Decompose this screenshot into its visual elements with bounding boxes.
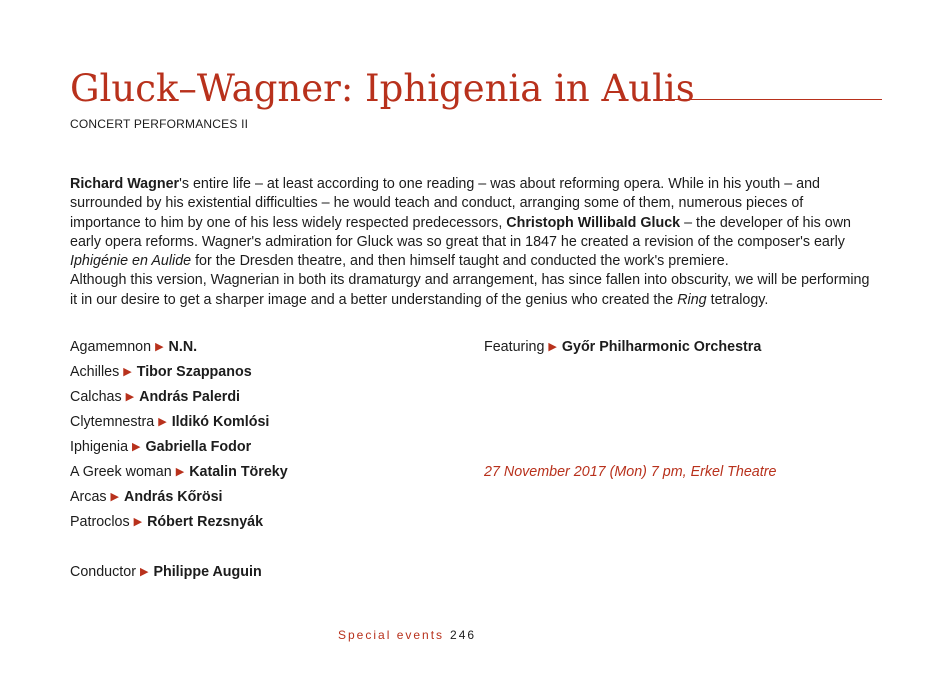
featuring-label: Featuring: [484, 339, 545, 355]
cast-name: András Palerdi: [139, 389, 241, 405]
cast-role: A Greek woman: [70, 464, 172, 480]
work-title-ring: Ring: [677, 291, 707, 308]
conductor-name: Philippe Auguin: [153, 564, 262, 580]
cast-row: [70, 337, 470, 362]
cast-row: [70, 462, 470, 487]
cast-role: Patroclos: [70, 514, 130, 530]
page-footer: [338, 627, 476, 643]
cast-role: Achilles: [70, 364, 120, 380]
page-subtitle: CONCERT PERFORMANCES II: [70, 117, 249, 131]
cast-row: [70, 412, 470, 437]
cast-role: Iphigenia: [70, 439, 129, 455]
cast-role: Arcas: [70, 489, 107, 505]
intro-text-part: 's entire life – at least according to one reading – was about reforming opera. While in his youth – and surrounded by his existential difficulties – he would teach and conduct, arranging some of them, numerous pieces of importance to him by one of his less widely respected predecessors,: [70, 176, 821, 231]
play-arrow-icon: ▶: [132, 441, 141, 453]
composer-name-gluck: Christoph Willibald Gluck: [506, 214, 681, 231]
intro-text: [70, 175, 870, 310]
cast-name: Tibor Szappanos: [136, 364, 252, 380]
cast-row: [70, 487, 470, 512]
intro-text-part: Although this version, Wagnerian in both its dramaturgy and arrangement, has since fallen into obscurity, we will be performing it in our desire to get a sharper image and a better understanding of the genius who created the: [70, 272, 870, 308]
cast-row: [70, 362, 470, 387]
work-title: Iphigénie en Aulide: [70, 253, 192, 270]
cast-role: Agamemnon: [70, 339, 152, 355]
cast-name: N.N.: [168, 339, 198, 355]
title-row: [70, 66, 882, 116]
cast-name: Katalin Töreky: [189, 464, 288, 480]
cast-role: Calchas: [70, 389, 122, 405]
featuring-row: [484, 337, 884, 362]
featuring-name: Győr Philharmonic Orchestra: [561, 339, 762, 355]
event-date: 27 November 2017 (Mon) 7 pm, Erkel Theatre: [484, 464, 777, 480]
spacer: [70, 537, 470, 562]
footer-section: Special events: [338, 628, 445, 642]
page-number: 246: [450, 628, 477, 642]
cast-name: Gabriella Fodor: [145, 439, 252, 455]
play-arrow-icon: ▶: [125, 391, 135, 403]
cast-role: Clytemnestra: [70, 414, 155, 430]
cast-row: [70, 387, 470, 412]
play-arrow-icon: ▶: [133, 516, 143, 528]
cast-name: Ildikó Komlósi: [171, 414, 270, 430]
play-arrow-icon: ▶: [123, 366, 132, 378]
cast-name: Róbert Rezsnyák: [147, 514, 264, 530]
play-arrow-icon: ▶: [548, 341, 557, 353]
play-arrow-icon: ▶: [175, 466, 185, 478]
intro-text-part: for the Dresden theatre, and then himself taught and conducted the work's premiere.: [191, 253, 729, 270]
cast-name: András Kőrösi: [124, 489, 223, 505]
conductor-row: [70, 562, 470, 587]
intro-text-part: tetralogy.: [706, 291, 769, 308]
play-arrow-icon: ▶: [155, 341, 164, 353]
featuring-column: [484, 337, 884, 362]
title-rule: [662, 99, 882, 100]
cast-row: [70, 437, 470, 462]
play-arrow-icon: ▶: [158, 416, 167, 428]
page-title: Gluck–Wagner: Iphigenia in Aulis: [70, 67, 695, 110]
intro-text-part: – the developer of his own early opera reforms. Wagner's admiration for Gluck was so great that in 1847 he created a revision of the composer's early: [70, 214, 851, 250]
conductor-role: Conductor: [70, 564, 136, 580]
play-arrow-icon: ▶: [139, 566, 149, 578]
composer-name-wagner: Richard Wagner: [70, 176, 180, 192]
cast-list: [70, 337, 470, 587]
cast-row: [70, 512, 470, 537]
play-arrow-icon: ▶: [110, 491, 120, 503]
